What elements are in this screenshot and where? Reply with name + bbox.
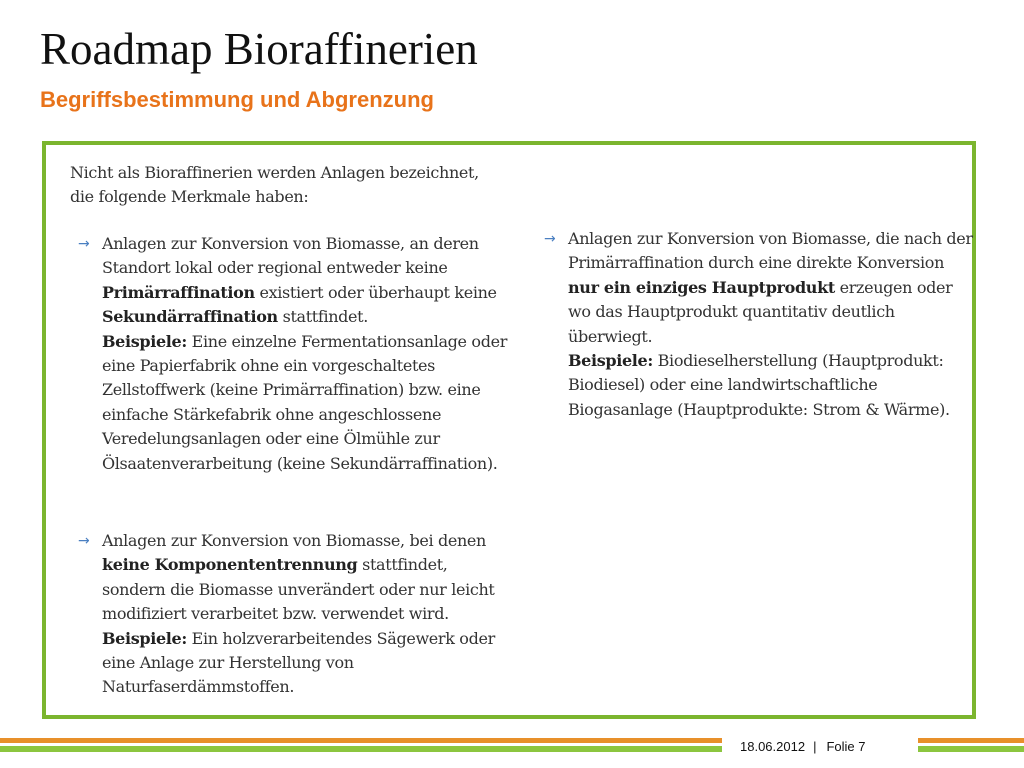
footer [740, 737, 866, 757]
list-item-body [102, 232, 510, 476]
list-item-body [568, 227, 976, 422]
slide-number: Folie 7 [826, 739, 866, 754]
item-description: Anlagen zur Konversion von Biomasse, an deren Standort lokal oder regional entweder keine Primärraffination existiert oder überhaupt keine Sekundärraffination stattfindet. [102, 234, 497, 327]
item-description: Anlagen zur Konversion von Biomasse, die nach der Primärraffination durch eine direkte Konversion nur ein einziges Hauptprodukt erzeugen oder wo das Hauptprodukt quantitativ deutlich überwiegt. [568, 229, 973, 346]
example-label: Beispiele: [568, 351, 653, 371]
arrow-right-icon: → [544, 231, 556, 247]
arrow-right-icon: → [78, 236, 90, 252]
example-label: Beispiele: [102, 331, 187, 351]
bold-term: Sekundärraffination [102, 307, 278, 327]
intro-line-1: Nicht als Bioraffinerien werden Anlagen bezeichnet, [70, 163, 479, 182]
item-example: Beispiele: Eine einzelne Fermentationsanlage oder eine Papierfabrik ohne ein vorgeschaltetes Zellstoffwerk (keine Primärraffination) bzw. eine einfache Stärkefabrik ohne angeschlossene Veredelungsanlagen oder eine Ölmühle zur Ölsaatenverarbeitung (keine Sekundärraffination). [102, 331, 508, 473]
item-example: Beispiele: Ein holzverarbeitendes Sägewerk oder eine Anlage zur Herstellung von Naturfaserdämmstoffen. [102, 628, 495, 697]
list-item [536, 227, 976, 422]
intro-text [70, 161, 500, 210]
content-frame [42, 141, 976, 719]
list-item [70, 232, 510, 476]
slide-title: Roadmap Bioraffinerien [40, 24, 478, 74]
footer-date: 18.06.2012 [740, 739, 806, 754]
bold-term: nur ein einziges Hauptprodukt [568, 277, 835, 297]
footer-separator: | [813, 739, 817, 754]
list-item [70, 529, 510, 700]
list-item-body [102, 529, 510, 700]
bold-term: keine Komponententrennung [102, 555, 358, 575]
arrow-right-icon: → [78, 533, 90, 549]
item-description: Anlagen zur Konversion von Biomasse, bei denen keine Komponententrennung stattfindet, sondern die Biomasse unverändert oder nur leicht modifiziert verarbeitet bzw. verwendet wird. [102, 531, 495, 624]
footer-stripe-right [918, 738, 1024, 754]
example-label: Beispiele: [102, 628, 187, 648]
item-example: Beispiele: Biodieselherstellung (Hauptprodukt: Biodiesel) oder eine landwirtschaftliche Biogasanlage (Hauptprodukte: Strom & Wärme). [568, 351, 950, 419]
slide-subtitle: Begriffsbestimmung und Abgrenzung [40, 87, 434, 112]
footer-stripe-left [0, 738, 722, 754]
intro-line-2: die folgende Merkmale haben: [70, 187, 309, 207]
bold-term: Primärraffination [102, 282, 255, 302]
